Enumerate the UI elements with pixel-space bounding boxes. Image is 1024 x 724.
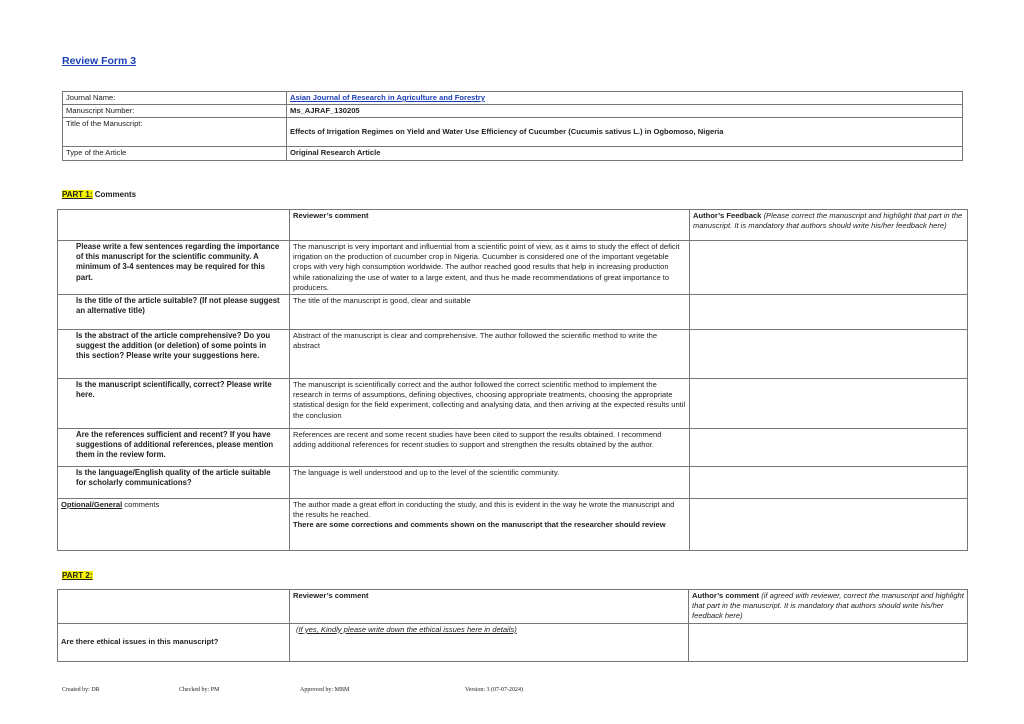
article-type-label: Type of the Article — [63, 147, 287, 161]
journal-label: Journal Name: — [63, 92, 287, 105]
optional-label: Optional/General comments — [58, 499, 290, 551]
author-comment-header: Author’s comment (if agreed with reviewer, correct the manuscript and highlight that part in the manuscript. It is mandatory that authors should write his/her feedback here) — [689, 590, 968, 624]
manuscript-title: Effects of Irrigation Regimes on Yield and Water Use Efficiency of Cucumber (Cucumis sativus L.) in Ogbomoso, Nigeria — [287, 118, 963, 147]
part2-heading: PART 2: — [62, 571, 93, 580]
ethical-issues-field[interactable]: (If yes, Kindly please write down the ethical issues here in details) — [290, 623, 689, 661]
table-row: Are the references sufficient and recent? If you have suggestions of additional references, please mention them in the review form. References are recent and some recent studies have been cited to support the results obtained. I recommend adding additional references for recent studies to support and strengthen the results obtained by the author. — [58, 429, 968, 467]
table-row: Is the title of the article suitable? (If not please suggest an alternative title) The title of the manuscript is good, clear and suitable — [58, 295, 968, 330]
manuscript-info-table — [62, 91, 963, 161]
reviewer-comment: The manuscript is scientifically correct and the author followed the correct scientific method to implement the research in terms of assumptions, defining objectives, choosing appropriate treatments, choosing the appropriate statistical design for the field experiment, collecting and analysing data, and then arriving at the expected results until the conclusion — [290, 379, 690, 429]
ethical-question: Are there ethical issues in this manuscript? — [58, 623, 290, 661]
form-title[interactable]: Review Form 3 — [62, 55, 137, 67]
table-row: Is the abstract of the article comprehensive? Do you suggest the addition (or deletion) of some points in this section? Please write your suggestions here. Abstract of the manuscript is clear and comprehensive. The author followed the scientific method to write the abstract — [58, 330, 968, 379]
reviewer-comment: The title of the manuscript is good, clear and suitable — [290, 295, 690, 330]
reviewer-comment: Abstract of the manuscript is clear and comprehensive. The author followed the scientific method to write the abstract — [290, 330, 690, 379]
optional-comment: The author made a great effort in conducting the study, and this is evident in the way he wrote the manuscript and the results he reached. There are some corrections and comments shown on the manuscript that the researcher should review — [290, 499, 690, 551]
table-row: Is the manuscript scientifically, correct? Please write here. The manuscript is scientifically correct and the author followed the correct scientific method to implement the research in terms of assumptions, defining objectives, choosing appropriate treatments, choosing the appropriate statistical design for the field experiment, collecting and analysing data, and then arriving at the expected results until the conclusion — [58, 379, 968, 429]
approved-by: Approved by: MBM — [300, 687, 350, 693]
table-row: Is the language/English quality of the article suitable for scholarly communications? The language is well understood and up to the level of the scientific community. — [58, 467, 968, 499]
author-comment-cell[interactable] — [689, 623, 968, 661]
part1-table — [57, 209, 968, 551]
part2-table — [57, 589, 968, 662]
reviewer-comment: The language is well understood and up to the level of the scientific community. — [290, 467, 690, 499]
reviewer-comment-header: Reviewer’s comment — [290, 210, 690, 241]
reviewer-comment: The manuscript is very important and influential from a scientific point of view, as it aims to study the effect of deficit irrigation on the production of cucumber crop in Nigeria. Cucumber is considered one of the important vegetable crops with very high consumption worldwide. The author reached good results that help in increasing production while rationalizing the use of water to a large extent, and thus he made recommendations of great importance to producers. — [290, 241, 690, 295]
journal-link[interactable]: Asian Journal of Research in Agriculture and Forestry — [290, 93, 486, 102]
reviewer-comment-header: Reviewer’s comment — [290, 590, 689, 624]
author-feedback-cell[interactable] — [690, 241, 968, 295]
checked-by: Checked by: PM — [179, 687, 220, 693]
reviewer-comment: References are recent and some recent studies have been cited to support the results obtained. I recommend adding additional references for recent studies to support and strengthen the results obtained by the author. — [290, 429, 690, 467]
part1-heading: PART 1: Comments — [62, 190, 137, 199]
author-feedback-cell[interactable] — [690, 499, 968, 551]
manuscript-number-label: Manuscript Number: — [63, 105, 287, 118]
article-type: Original Research Article — [287, 147, 963, 161]
author-feedback-cell[interactable] — [690, 295, 968, 330]
table-row — [58, 499, 968, 551]
manuscript-number: Ms_AJRAF_130205 — [287, 105, 963, 118]
author-feedback-cell[interactable] — [690, 467, 968, 499]
author-feedback-cell[interactable] — [690, 379, 968, 429]
author-feedback-cell[interactable] — [690, 429, 968, 467]
author-feedback-header: Author’s Feedback (Please correct the manuscript and highlight that part in the manuscript. It is mandatory that authors should write his/her feedback here) — [690, 210, 968, 241]
version: Version: 3 (07-07-2024) — [465, 687, 523, 693]
title-label: Title of the Manuscript: — [63, 118, 287, 147]
table-row: Please write a few sentences regarding the importance of this manuscript for the scientific community. A minimum of 3-4 sentences may be required for this part. The manuscript is very important and influential from a scientific point of view, as it aims to study the effect of deficit irrigation on the production of cucumber crop in Nigeria. Cucumber is considered one of the important vegetable crops with very high consumption worldwide. The author reached good results that help in increasing production while rationalizing the use of water to a large extent, and thus he made recommendations of great importance to producers. — [58, 241, 968, 295]
author-feedback-cell[interactable] — [690, 330, 968, 379]
created-by: Created by: DR — [62, 687, 100, 693]
